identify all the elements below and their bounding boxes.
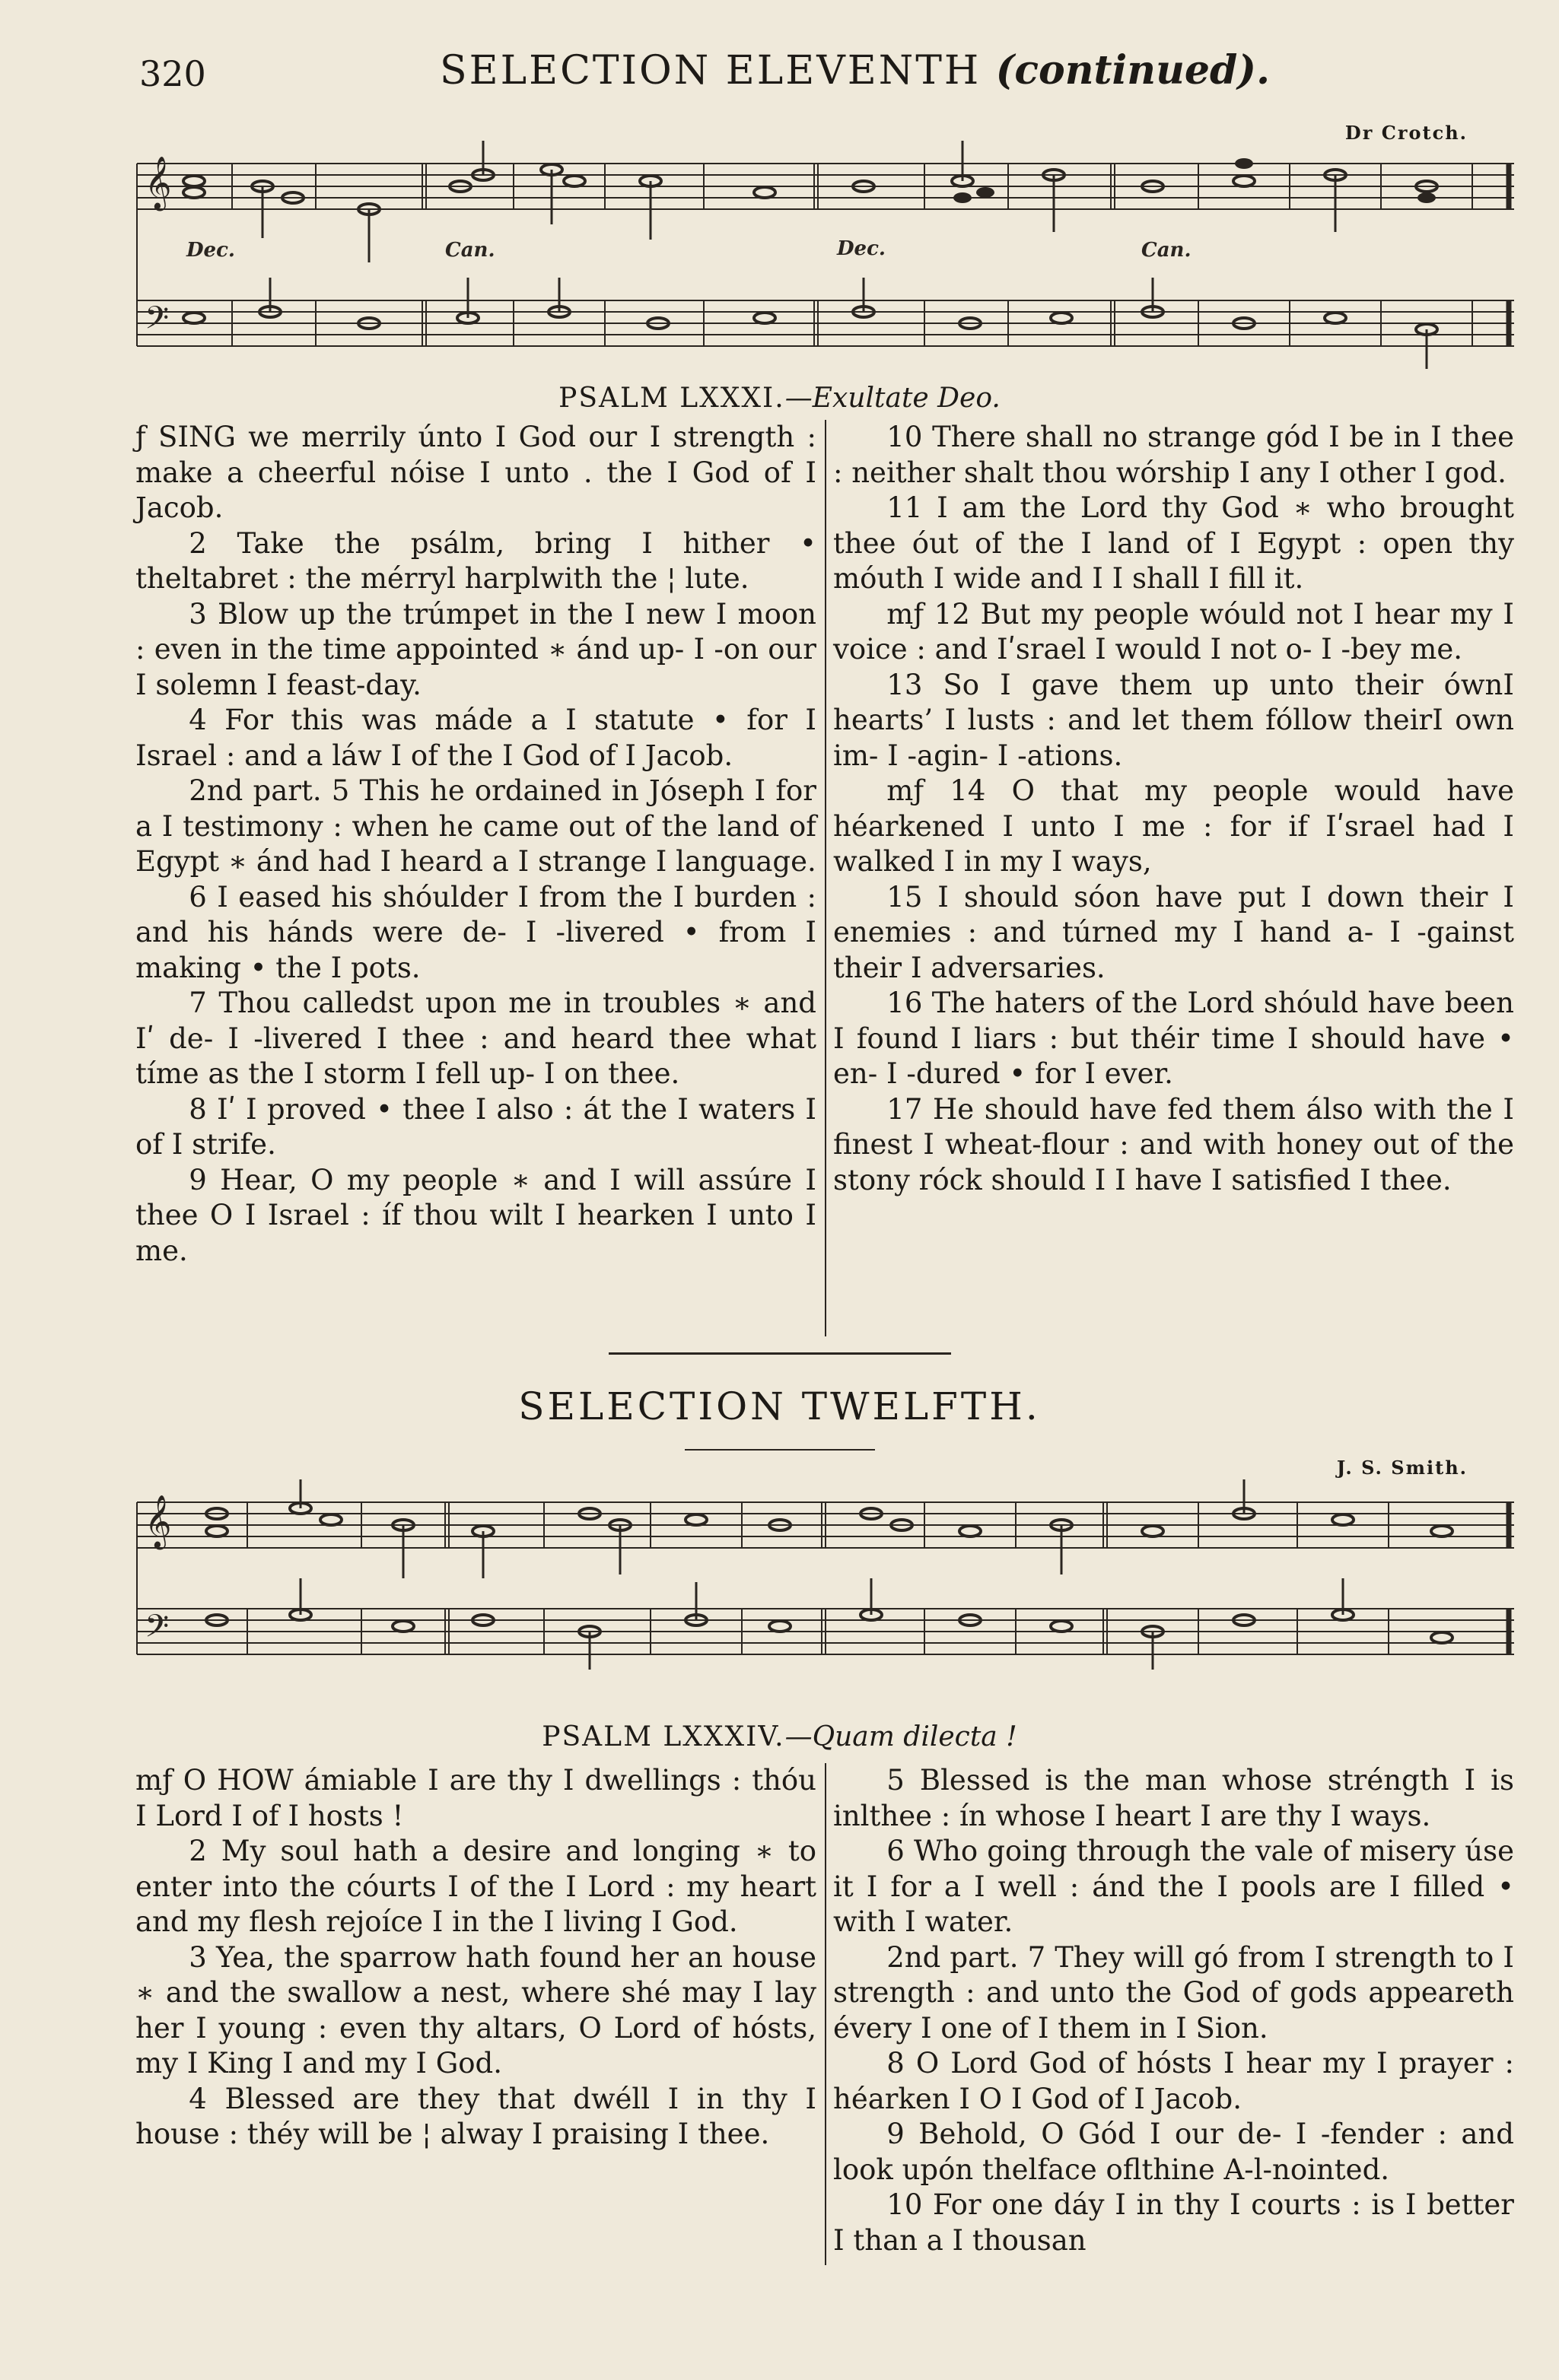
column-divider-2 — [825, 1763, 826, 2265]
title-underline — [685, 1449, 875, 1451]
verse: 9 Behold, O Gód I our de- I -fender : and look upón thelface oflthine A-l-nointed. — [833, 2118, 1514, 2186]
verse: ƒ SING we merrily únto I God our I strength : make a cheerful nóise I unto . the I God of I Jacob. — [135, 421, 816, 524]
psalm84-right-column — [833, 1763, 1514, 2258]
chant1-mark-4: Can. — [1141, 239, 1192, 262]
chant1-mark-3: Dec. — [837, 237, 886, 260]
verse: 8 O Lord God of hósts I hear my I prayer : héarken I O I God of I Jacob. — [833, 2047, 1514, 2115]
verse: 7 Thou calledst upon me in troubles ∗ and Iʹ de- I -livered I thee : and heard thee what tíme as the I storm I fell up- I on thee. — [135, 987, 816, 1090]
svg-text:𝄢: 𝄢 — [145, 300, 170, 344]
psalm84-left-column — [135, 1763, 816, 2153]
psalm84-title — [0, 1721, 1559, 1752]
verse: 3 Yea, the sparrow hath found her an house ∗ and the swallow a nest, where shé may I lay her I young : even thy altars, O Lord of hósts, my I King I and my I God. — [135, 1940, 816, 2080]
column-divider-1 — [825, 420, 826, 1336]
verse: 2 Take the psálm, bring I hither • theltabret : the mérryl harplwith the ¦ lute. — [135, 526, 816, 595]
psalm84-subtitle: —Quam dilecta ! — [784, 1721, 1017, 1752]
verse: 16 The haters of the Lord shóuld have been I found I liars : but théir time I should have • en- I -dured • for I ever. — [833, 987, 1514, 1090]
verse: 17 He should have fed them álso with the I finest I wheat-flour : and with honey out of the stony róck should I I have I satisfied I thee. — [833, 1092, 1514, 1196]
chant1-score — [133, 141, 1518, 377]
verse: 10 There shall no strange gód I be in I thee : neither shalt thou wórship I any I other I god. — [833, 421, 1514, 489]
verse: mƒ 12 But my people wóuld not I hear my I voice : and Iʹsrael I would I not o- I -bey me. — [833, 597, 1514, 666]
chant1-mark-1: Dec. — [186, 239, 235, 262]
verse: 9 Hear, O my people ∗ and I will assúre I thee O I Israel : íf thou wilt I hearken I unto I me. — [135, 1163, 816, 1267]
verse: mƒ O HOW ámiable I are thy I dwellings : thóu I Lord I of I hosts ! — [135, 1764, 816, 1832]
psalm81-title — [0, 383, 1559, 414]
psalm81-subtitle: —Exultate Deo. — [784, 383, 1001, 414]
chant1-composer: Dr Crotch. — [1344, 122, 1468, 144]
psalm81-right-column — [833, 420, 1514, 1198]
chant2-composer: J. S. Smith. — [1336, 1457, 1468, 1479]
verse: 4 Blessed are they that dwéll I in thy I house : théy will be ¦ alway I praising I thee. — [135, 2082, 816, 2150]
verse: 2nd part. 5 This he ordained in Jóseph I for a I testimony : when he came out of the land of Egypt ∗ ánd had I heard a I strange I language. — [135, 774, 816, 878]
verse: 6 Who going through the vale of misery úse it I for a I well : ánd the I pools are I filled • with I water. — [833, 1835, 1514, 1938]
svg-text:𝄢: 𝄢 — [145, 1608, 170, 1652]
verse: 3 Blow up the trúmpet in the I new I moon : even in the time appointed ∗ ánd up- I -on our I solemn I feast-day. — [135, 597, 816, 701]
running-title-suffix: (continued). — [995, 47, 1271, 94]
verse: 4 For this was máde a I statute • for I Israel : and a láw I of the I God of I Jacob. — [135, 704, 816, 772]
chant2-score — [133, 1479, 1518, 1715]
verse: 15 I should sóon have put I down their I enemies : and túrned my I hand a- I -gainst their I adversaries. — [833, 880, 1514, 984]
verse: 8 Iʹ I proved • thee I also : át the I waters I of I strife. — [135, 1092, 816, 1161]
verse: mƒ 14 O that my people would have héarkened I unto I me : for if Iʹsrael had I walked I in my I ways, — [833, 774, 1514, 878]
page-header — [0, 46, 1559, 99]
verse: 6 I eased his shóulder I from the I burden : and his hánds were de- I -livered • from I making • the I pots. — [135, 880, 816, 984]
psalm84-title-text: PSALM LXXXIV. — [542, 1721, 785, 1752]
chant1-mark-2: Can. — [445, 239, 495, 262]
psalm81-title-text: PSALM LXXXI. — [558, 383, 785, 414]
verse: 2 My soul hath a desire and longing ∗ to enter into the cóurts I of the I Lord : my heart and my flesh rejoíce I in the I living I God. — [135, 1835, 816, 1938]
verse: 11 I am the Lord thy God ∗ who brought thee óut of the I land of I Egypt : open thy móuth I wide and I I shall I fill it. — [833, 491, 1514, 595]
verse: 5 Blessed is the man whose stréngth I is inlthee : ín whose I heart I are thy I ways. — [833, 1764, 1514, 1832]
verse: 13 So I gave them up unto their ównI hearts’ I lusts : and let them fóllow theirI own im- I -agin- I -ations. — [833, 668, 1514, 772]
running-title — [440, 47, 1270, 94]
running-title-text: SELECTION ELEVENTH — [440, 48, 982, 94]
verse: 2nd part. 7 They will gó from I strength to I strength : and unto the God of gods appeareth évery I one of I them in I Sion. — [833, 1940, 1514, 2045]
svg-text:𝄞: 𝄞 — [145, 156, 172, 209]
psalm81-left-column — [135, 420, 816, 1269]
svg-text:𝄞: 𝄞 — [145, 1495, 172, 1548]
section-rule — [609, 1352, 951, 1355]
verse: 10 For one dáy I in thy I courts : is I better I than a I thousan — [833, 2188, 1514, 2257]
page-number: 320 — [139, 53, 206, 94]
selection-title: SELECTION TWELFTH. — [518, 1384, 1041, 1428]
